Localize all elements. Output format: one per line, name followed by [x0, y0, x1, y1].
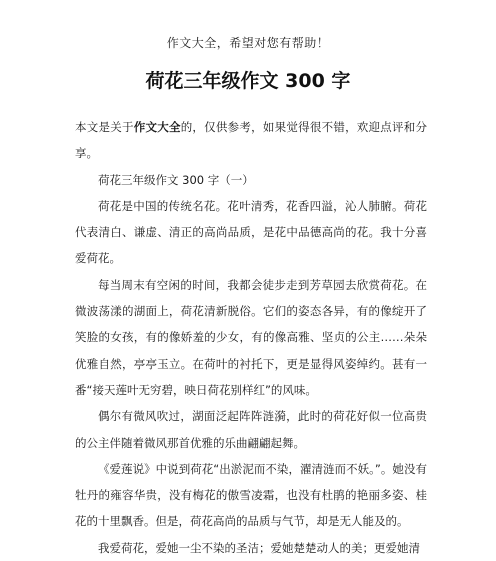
paragraph-2: 每当周末有空闲的时间，我都会徒步走到芳草园去欣赏荷花。在微波荡漾的湖面上，荷花清新脱俗。它们的姿态各异，有的像绽开了笑脸的女孩，有的像娇羞的少女，有的像高雅、坚贞的公主……朵朵优雅自然，亭亭玉立。在荷叶的衬托下，更是显得风姿绰约。甚有一番“接天莲叶无穷碧，映日荷花别样红”的风味。 [75, 277, 427, 397]
paragraph-5: 我爱荷花，爱她一尘不染的圣洁；爱她楚楚动人的美；更爱她清 [98, 540, 420, 555]
article-title: 荷花三年级作文 300 字 [145, 70, 351, 92]
section-heading: 荷花三年级作文 300 字（一） [98, 172, 254, 187]
intro-paragraph [75, 114, 427, 167]
intro-keyword: 作文大全 [133, 120, 181, 134]
article-body [75, 114, 427, 561]
paragraph-4: 《爱莲说》中说到荷花“出淤泥而不染，濯清涟而不妖。”。她没有牡丹的雍容华贵，没有梅花的傲雪凌霜，也没有杜鹃的艳丽多姿、桂花的十里飘香。但是，荷花高尚的品质与气节，却是无人能及的。 [75, 461, 427, 529]
page-header: 作文大全，希望对您有帮助！ [166, 36, 330, 50]
paragraph-3: 偶尔有微风吹过，湖面泛起阵阵涟漪，此时的荷花好似一位高贵的公主伴随着微风那首优雅的乐曲翩翩起舞。 [75, 409, 427, 450]
intro-prefix: 本文是关于 [75, 120, 134, 134]
intro-suffix: 的，仅供参考，如果觉得很不错，欢迎点评和分享。 [75, 120, 428, 161]
paragraph-1: 荷花是中国的传统名花。花叶清秀，花香四溢，沁人肺腑。荷花代表清白、谦虚、清正的高尚品质，是花中品德高尚的花。我十分喜爱荷花。 [75, 198, 427, 266]
